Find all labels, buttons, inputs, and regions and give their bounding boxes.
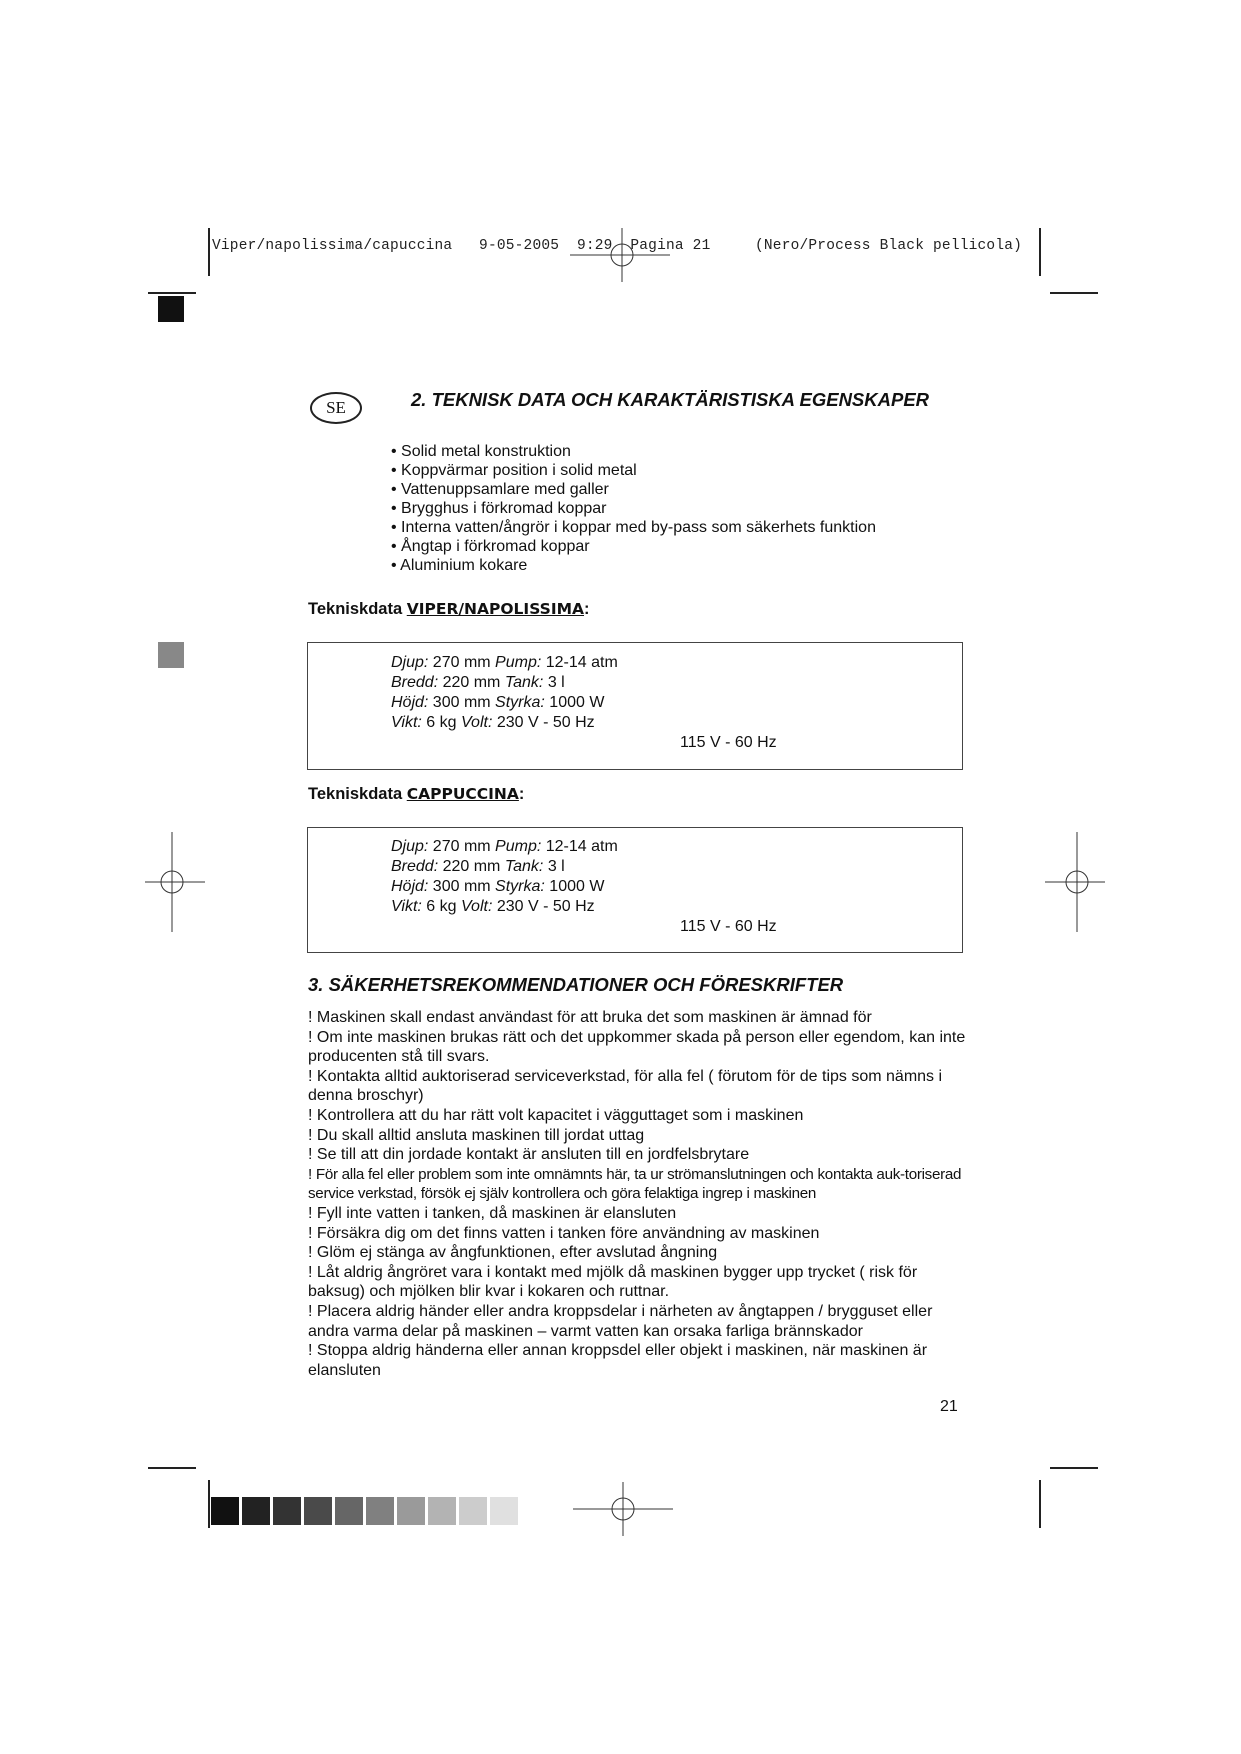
color-swatch — [366, 1497, 394, 1525]
crop-mark-bottom-left — [208, 1480, 210, 1528]
spec-rows — [391, 837, 618, 917]
spec-row-height: Höjd: 300 mm Styrka: 1000 W — [391, 694, 605, 711]
spec-heading-viper: Tekniskdata VIPER/NAPOLISSIMA: — [308, 600, 590, 618]
spec-row-width: Bredd: 220 mm Tank: 3 l — [391, 674, 565, 691]
list-item: • Koppvärmar position i solid metal — [391, 461, 876, 480]
registration-square-black — [158, 296, 184, 322]
section-3-title: 3. SÄKERHETSREKOMMENDATIONER OCH FÖRESKRIFTER — [308, 974, 844, 995]
crop-mark-left-bottom — [148, 1467, 196, 1469]
color-swatch — [335, 1497, 363, 1525]
language-badge: SE — [310, 392, 362, 424]
registration-crosshair-top-icon — [570, 228, 670, 282]
spec-row-depth: Djup: 270 mm Pump: 12-14 atm — [391, 838, 618, 855]
color-swatch — [459, 1497, 487, 1525]
list-item: ! Placera aldrig händer eller andra kroppsdelar i närheten av ångtappen / brygguset eller andra varma delar på maskinen – varmt vatten kan orsaka farliga brännskador — [308, 1302, 933, 1340]
crop-mark-right-top — [1050, 292, 1098, 294]
safety-list — [308, 1008, 968, 1380]
color-swatch — [304, 1497, 332, 1525]
spec-row-height: Höjd: 300 mm Styrka: 1000 W — [391, 878, 605, 895]
feature-list — [391, 442, 876, 575]
registration-crosshair-bottom-icon — [573, 1482, 673, 1536]
list-item: ! Maskinen skall endast användast för att bruka det som maskinen är ämnad för — [308, 1009, 872, 1026]
crop-mark-left-top — [148, 292, 196, 294]
list-item: • Vattenuppsamlare med galler — [391, 480, 876, 499]
list-item: ! Fyll inte vatten i tanken, då maskinen är elansluten — [308, 1204, 677, 1222]
list-item: • Interna vatten/ångrör i koppar med by-pass som säkerhets funktion — [391, 518, 876, 537]
color-swatch — [273, 1497, 301, 1525]
registration-square-gray — [158, 642, 184, 668]
spec-row-weight: Vikt: 6 kg Volt: 230 V - 50 Hz — [391, 898, 595, 915]
page-number: 21 — [940, 1398, 958, 1415]
registration-crosshair-left-icon — [145, 832, 205, 932]
model-name: VIPER/NAPOLISSIMA — [406, 600, 585, 618]
section-2-title: 2. TEKNISK DATA OCH KARAKTÄRISTISKA EGENSKAPER — [411, 389, 930, 410]
color-swatch — [428, 1497, 456, 1525]
list-item: • Brygghus i förkromad koppar — [391, 499, 876, 518]
color-swatch — [490, 1497, 518, 1525]
list-item: ! Försäkra dig om det finns vatten i tanken före användning av maskinen — [308, 1224, 820, 1242]
color-swatch — [211, 1497, 239, 1525]
list-item: ! Låt aldrig ångröret vara i kontakt med mjölk då maskinen bygger upp trycket ( risk för baksug) och mjölken blir kvar i kokaren och ruttnar. — [308, 1263, 918, 1301]
list-item: ! Om inte maskinen brukas rätt och det uppkommer skada på person eller egendom, kan inte producenten stå till svars. — [308, 1028, 966, 1066]
list-item: • Solid metal konstruktion — [391, 442, 876, 461]
spec-heading-cappuccina: Tekniskdata CAPPUCCINA: — [308, 785, 525, 803]
crop-mark-top-left — [208, 228, 210, 276]
list-item: • Ångtap i förkromad koppar — [391, 537, 876, 556]
crop-mark-right-bottom — [1050, 1467, 1098, 1469]
spec-rows — [391, 653, 618, 733]
color-swatch — [242, 1497, 270, 1525]
list-item: ! Glöm ej stänga av ångfunktionen, efter avslutad ångning — [308, 1244, 718, 1262]
list-item: • Aluminium kokare — [391, 556, 876, 575]
list-item: ! Kontrollera att du har rätt volt kapacitet i vägguttaget som i maskinen — [308, 1106, 804, 1124]
spec-row-depth: Djup: 270 mm Pump: 12-14 atm — [391, 654, 618, 671]
spec-volt-alt: 115 V - 60 Hz — [680, 734, 777, 751]
list-item: ! Kontakta alltid auktoriserad serviceverkstad, för alla fel ( förutom för de tips som nämns i denna broschyr) — [308, 1067, 943, 1105]
model-name: CAPPUCCINA — [406, 785, 519, 803]
crop-mark-bottom-right — [1039, 1480, 1041, 1528]
color-swatch — [397, 1497, 425, 1525]
spec-row-weight: Vikt: 6 kg Volt: 230 V - 50 Hz — [391, 714, 595, 731]
list-item: ! Stoppa aldrig händerna eller annan kroppsdel eller objekt i maskinen, när maskinen är elansluten — [308, 1342, 928, 1379]
crop-mark-top-right — [1039, 228, 1041, 276]
spec-volt-alt: 115 V - 60 Hz — [680, 918, 777, 935]
spec-row-width: Bredd: 220 mm Tank: 3 l — [391, 858, 565, 875]
spec-box-cappuccina — [307, 827, 963, 953]
print-slug: Viper/napolissima/capuccina 9-05-2005 9:29 Pagina 21 (Nero/Process Black pellicola) — [212, 238, 1023, 254]
list-item: ! Du skall alltid ansluta maskinen till jordat uttag — [308, 1126, 645, 1144]
registration-crosshair-right-icon — [1045, 832, 1105, 932]
spec-box-viper — [307, 642, 963, 770]
list-item: ! Se till att din jordade kontakt är ansluten till en jordfelsbrytare — [308, 1146, 750, 1164]
list-item: ! För alla fel eller problem som inte omnämnts här, ta ur strömanslutningen och kontakta auk-toriserad service verkstad, försök ej själv kontrollera och göra felaktiga ingrep i maskinen — [308, 1165, 962, 1203]
